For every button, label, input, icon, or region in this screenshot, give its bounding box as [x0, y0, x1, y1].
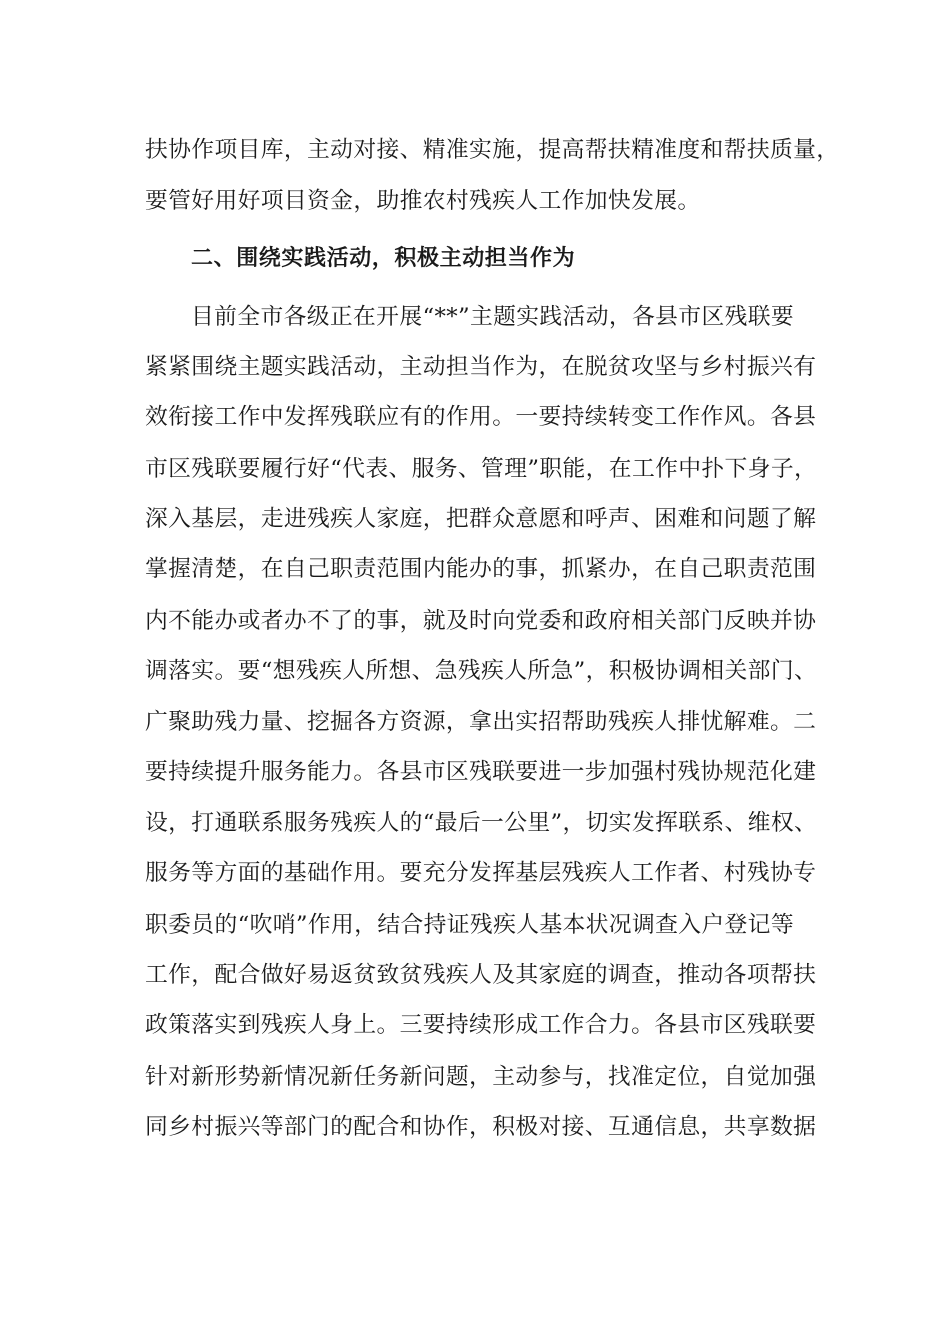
body-text-line: 掌握清楚，在自己职责范围内能办的事，抓紧办，在自己职责范围	[145, 556, 817, 582]
body-text-line: 服务等方面的基础作用。要充分发挥基层残疾人工作者、村残协专	[145, 860, 817, 886]
body-text-line: 针对新形势新情况新任务新问题，主动参与，找准定位，自觉加强	[145, 1064, 817, 1090]
body-text-line: 紧紧围绕主题实践活动，主动担当作为，在脱贫攻坚与乡村振兴有	[145, 354, 817, 380]
body-text-line: 广聚助残力量、挖掘各方资源，拿出实招帮助残疾人排忧解难。二	[145, 709, 817, 735]
paragraph-first-line: 目前全市各级正在开展“**”主题实践活动，各县市区残联要	[191, 304, 795, 330]
section-heading: 二、围绕实践活动，积极主动担当作为	[191, 246, 576, 271]
body-text-line: 扶协作项目库，主动对接、精准实施，提高帮扶精准度和帮扶质量，	[145, 137, 840, 163]
body-text-line: 同乡村振兴等部门的配合和协作，积极对接、互通信息，共享数据	[145, 1114, 817, 1140]
body-text-line: 要管好用好项目资金，助推农村残疾人工作加快发展。	[145, 188, 701, 214]
body-text-line: 工作，配合做好易返贫致贫残疾人及其家庭的调查，推动各项帮扶	[145, 962, 817, 988]
body-text-line: 内不能办或者办不了的事，就及时向党委和政府相关部门反映并协	[145, 608, 817, 634]
body-text-line: 深入基层，走进残疾人家庭，把群众意愿和呼声、困难和问题了解	[145, 506, 817, 532]
body-text-line: 职委员的“吹哨”作用，结合持证残疾人基本状况调查入户登记等	[145, 912, 794, 938]
body-text-line: 调落实。要“想残疾人所想、急残疾人所急”，积极协调相关部门、	[145, 658, 818, 684]
body-text-line: 市区残联要履行好“代表、服务、管理”职能，在工作中扑下身子，	[145, 456, 818, 482]
body-text-line: 效衔接工作中发挥残联应有的作用。一要持续转变工作作风。各县	[145, 404, 817, 430]
body-text-line: 政策落实到残疾人身上。三要持续形成工作合力。各县市区残联要	[145, 1012, 817, 1038]
body-text-line: 设，打通联系服务残疾人的“最后一公里”，切实发挥联系、维权、	[145, 810, 818, 836]
body-text-line: 要持续提升服务能力。各县市区残联要进一步加强村残协规范化建	[145, 759, 817, 785]
